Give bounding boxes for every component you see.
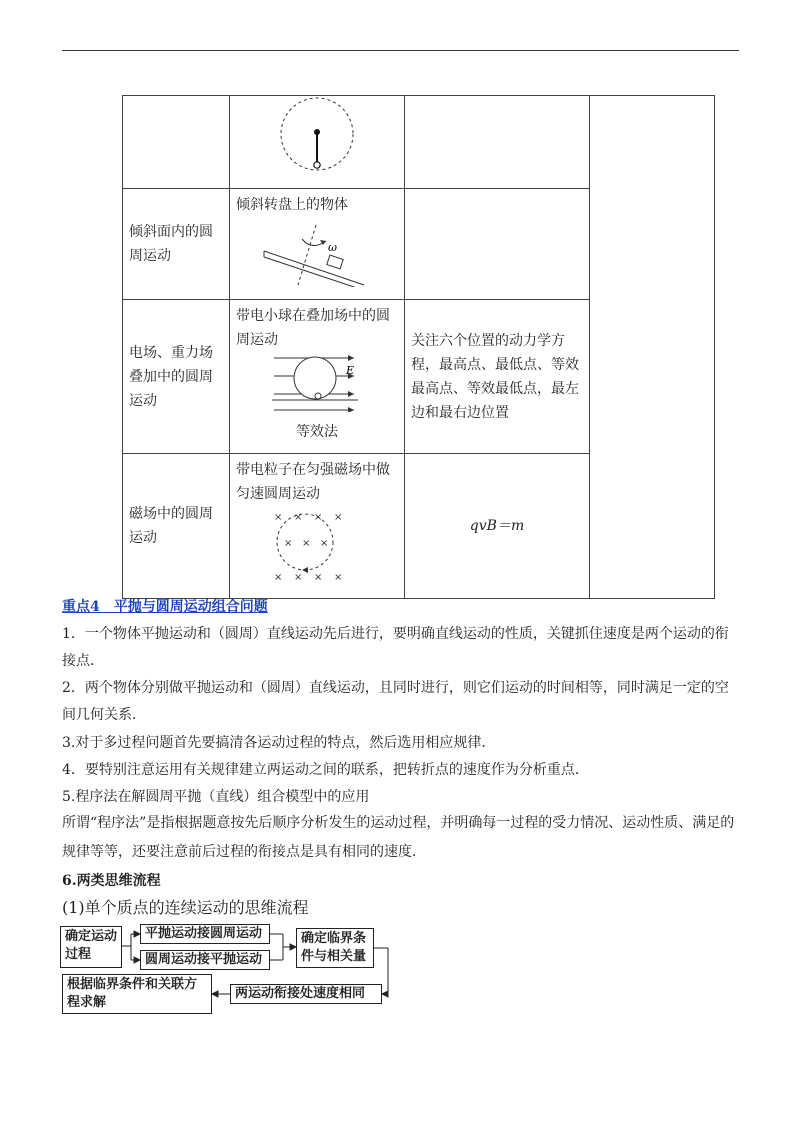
svg-text:×: ×	[274, 512, 283, 523]
heading-6-1: (1)单个质点的连续运动的思维流程	[62, 898, 309, 917]
svg-text:×: ×	[284, 538, 293, 549]
row4-example-label: 带电粒子在匀强磁场中做匀速圆周运动	[236, 462, 390, 502]
flow-box-critical-conditions: 确定临界条件与相关量	[296, 928, 374, 968]
flow-box-circular-to-projectile: 圆周运动接平抛运动	[140, 950, 270, 970]
heading-6: 6.两类思维流程	[62, 873, 161, 889]
svg-text:×: ×	[334, 512, 343, 523]
row4-type: 磁场中的圆周运动	[123, 454, 230, 599]
field-E-label: E	[346, 364, 355, 377]
svg-text:×: ×	[302, 538, 311, 549]
flow-box-solve-equations: 根据临界条件和关联方程求解	[62, 974, 212, 1014]
row3-note: 关注六个位置的动力学方程，最高点、最低点、等效最高点、等效最低点，最左边和最右边位置	[405, 300, 590, 454]
svg-text:×: ×	[274, 572, 283, 583]
paragraph-6: 所谓“程序法”是指根据题意按先后顺序分析发生的运动过程，并明确每一过程的受力情况、运动性质、满足的规律等等，还要注意前后过程的衔接点是具有相同的速度．	[62, 815, 735, 860]
section-title[interactable]: 重点4 平抛与圆周运动组合问题	[62, 599, 268, 615]
svg-text:×: ×	[314, 572, 323, 583]
paragraph-2: 2．两个物体分别做平抛运动和（圆周）直线运动，且同时进行，则它们运动的时间相等，同时满足一定的空间几何关系．	[62, 680, 729, 723]
svg-text:×: ×	[294, 512, 303, 523]
row3-example-label: 带电小球在叠加场中的圆周运动	[236, 308, 390, 348]
paragraph-1: 1．一个物体平抛运动和（圆周）直线运动先后进行，要明确直线运动的性质，关键抓住速度是两个运动的衔接点．	[62, 626, 729, 669]
row2-type: 倾斜面内的圆周运动	[123, 189, 230, 300]
row4-formula: qvB＝m	[405, 454, 590, 599]
paragraph-3: 3.对于多过程问题首先要搞清各运动过程的特点，然后选用相应规律．	[62, 735, 496, 751]
row3-caption: 等效法	[296, 424, 338, 440]
flow-box-connection-velocity: 两运动衔接处速度相同	[230, 984, 382, 1004]
paragraph-4: 4．要特别注意运用有关规律建立两运动之间的联系，把转折点的速度作为分析重点．	[62, 762, 589, 778]
flow-box-determine-process: 确定运动过程	[60, 926, 122, 968]
svg-text:×: ×	[320, 538, 329, 549]
omega-label: ω	[328, 241, 337, 254]
svg-text:×: ×	[334, 572, 343, 583]
svg-text:×: ×	[294, 572, 303, 583]
svg-text:×: ×	[314, 512, 323, 523]
row3-type: 电场、重力场叠加中的圆周运动	[123, 300, 230, 454]
flow-box-projectile-to-circular: 平抛运动接圆周运动	[140, 924, 270, 944]
paragraph-5: 5.程序法在解圆周平抛（直线）组合模型中的应用	[62, 789, 370, 805]
row2-example-label: 倾斜转盘上的物体	[236, 197, 348, 213]
